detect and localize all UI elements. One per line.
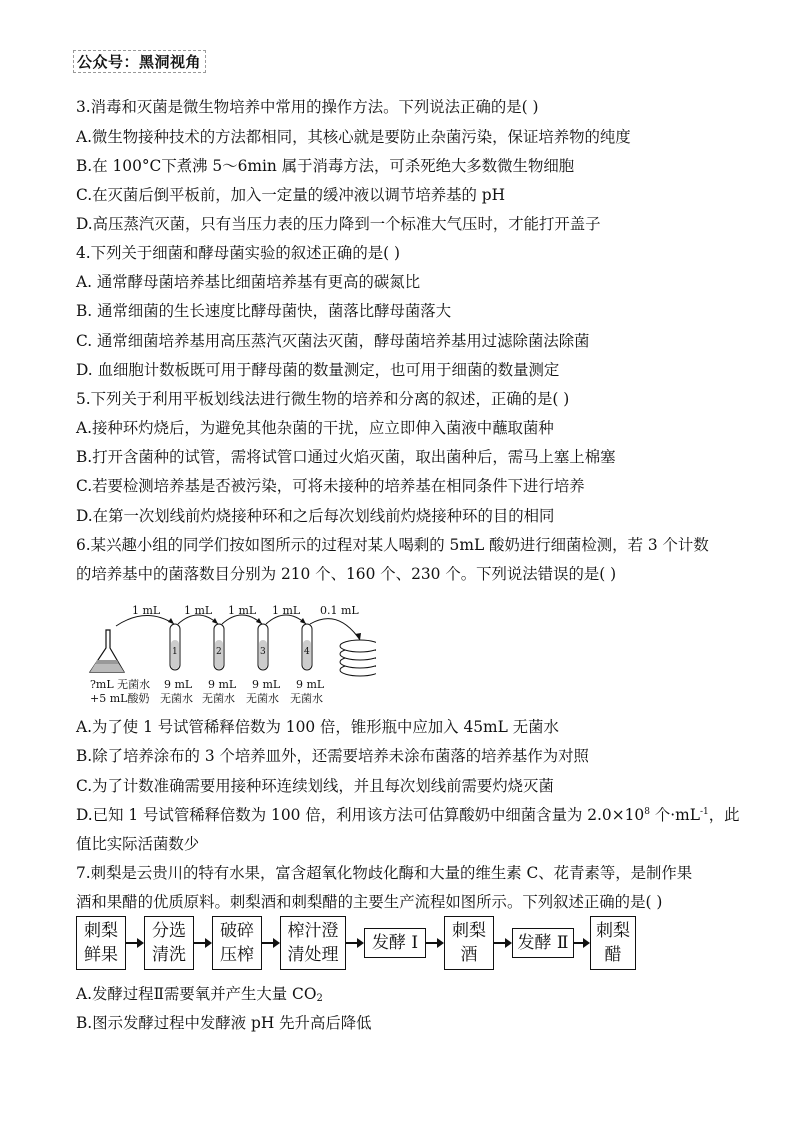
- q4-option-c: C. 通常细菌培养基用高压蒸汽灭菌法灭菌，酵母菌培养基用过滤除菌法除菌: [76, 332, 590, 350]
- q3-option-c: C.在灭菌后倒平板前，加入一定量的缓冲液以调节培养基的 pH: [76, 186, 506, 204]
- tube-number-1: 1: [172, 647, 178, 657]
- test-tube-1: [170, 624, 180, 670]
- flow-arrow-1: [126, 942, 142, 944]
- q7-option-b: B.图示发酵过程中发酵液 pH 先升高后降低: [76, 1014, 372, 1032]
- q6-option-a: A.为了使 1 号试管稀释倍数为 100 倍，锥形瓶中应加入 45mL 无菌水: [76, 718, 559, 736]
- q6-option-d-text: D.已知 1 号试管稀释倍数为 100 倍，利用该方法可估算酸奶中细菌含量为 2.0×10: [76, 806, 645, 824]
- q6-option-d-tail: ，此: [708, 806, 740, 824]
- q7-option-a: [76, 983, 323, 1005]
- flow-step-fresh-fruit: 刺梨 鲜果: [76, 916, 126, 970]
- q6-option-b: B.除了培养涂布的 3 个培养皿外，还需要培养未涂布菌落的培养基作为对照: [76, 747, 589, 765]
- tube1-label-line1: 9 mL: [164, 678, 193, 691]
- flask-label-line1: ?mL 无菌水: [90, 678, 151, 691]
- q6-stem-line2: 的培养基中的菌落数目分别为 210 个、160 个、230 个。下列说法错误的是( ): [76, 565, 617, 583]
- flow-arrow-5: [426, 942, 442, 944]
- q4-option-b: B. 通常细菌的生长速度比酵母菌快，菌落比酵母菌落大: [76, 302, 452, 320]
- q6-option-d: [76, 804, 740, 826]
- flow-step-fermentation-1: 发酵 Ⅰ: [364, 928, 426, 958]
- watermark-tag: 公众号：黑洞视角: [73, 50, 206, 73]
- q6-option-d-unit-exponent: -1: [699, 807, 709, 817]
- flow-step-fermentation-2: 发酵 Ⅱ: [512, 928, 574, 958]
- flow-arrow-3: [262, 942, 278, 944]
- q5-option-b: B.打开含菌种的试管，需将试管口通过火焰灭菌，取出菌种后，需马上塞上棉塞: [76, 448, 616, 466]
- tube4-label-line2: 无菌水: [290, 692, 323, 705]
- test-tube-3: [258, 624, 268, 670]
- tube4-label-line1: 9 mL: [296, 678, 325, 691]
- q4-option-d: D. 血细胞计数板既可用于酵母菌的数量测定，也可用于细菌的数量测定: [76, 361, 560, 379]
- tube-number-3: 3: [260, 647, 266, 657]
- transfer-label-5: 0.1 mL: [320, 604, 359, 617]
- q4-stem: 4.下列关于细菌和酵母菌实验的叙述正确的是( ): [76, 244, 401, 262]
- q5-option-c: C.若要检测培养基是否被污染，可将未接种的培养基在相同条件下进行培养: [76, 477, 585, 495]
- transfer-arrow-1: [116, 615, 174, 626]
- q3-option-a: A.微生物接种技术的方法都相同，其核心就是要防止杂菌污染，保证培养物的纯度: [76, 128, 631, 146]
- q5-stem: 5.下列关于利用平板划线法进行微生物的培养和分离的叙述，正确的是( ): [76, 390, 570, 408]
- transfer-label-1: 1 mL: [132, 604, 161, 617]
- flask-label-line2: +5 mL酸奶: [90, 692, 150, 705]
- q4-option-a: A. 通常酵母菌培养基比细菌培养基有更高的碳氮比: [76, 273, 421, 291]
- flow-step-clarify: 榨汁澄 清处理: [280, 916, 346, 970]
- tube3-label-line1: 9 mL: [252, 678, 281, 691]
- tube-number-2: 2: [216, 647, 222, 657]
- q5-option-a: A.接种环灼烧后，为避免其他杂菌的干扰，应立即伸入菌液中蘸取菌种: [76, 419, 554, 437]
- flow-arrow-4: [346, 942, 362, 944]
- tube-number-4: 4: [304, 647, 310, 657]
- flow-step-crush-press: 破碎 压榨: [212, 916, 262, 970]
- flow-step-wine: 刺梨 酒: [444, 916, 494, 970]
- q7-option-a-subscript: 2: [316, 993, 323, 1004]
- transfer-label-4: 1 mL: [272, 604, 301, 617]
- tube2-label-line1: 9 mL: [208, 678, 237, 691]
- flow-step-vinegar: 刺梨 醋: [590, 916, 636, 970]
- q3-option-d: D.高压蒸汽灭菌，只有当压力表的压力降到一个标准大气压时，才能打开盖子: [76, 215, 601, 233]
- production-flowchart: [76, 916, 636, 974]
- transfer-label-2: 1 mL: [184, 604, 213, 617]
- dilution-diagram: [76, 600, 376, 710]
- q6-option-c: C.为了计数准确需要用接种环连续划线，并且每次划线前需要灼烧灭菌: [76, 777, 554, 795]
- tube1-label-line2: 无菌水: [160, 692, 193, 705]
- transfer-arrow-5: [310, 619, 360, 640]
- q6-option-d-exponent: 8: [644, 807, 650, 817]
- q3-stem: 3.消毒和灭菌是微生物培养中常用的操作方法。下列说法正确的是( ): [76, 98, 539, 116]
- q7-option-a-text: A.发酵过程Ⅱ需要氧并产生大量 CO: [76, 985, 317, 1003]
- q7-stem-line1: 7.刺梨是云贵川的特有水果，富含超氧化物歧化酶和大量的维生素 C、花青素等，是制作果: [76, 864, 693, 882]
- q6-option-d-line2: 值比实际活菌数少: [76, 835, 200, 853]
- flow-arrow-2: [194, 942, 210, 944]
- q7-stem-line2: 酒和果醋的优质原料。刺梨酒和刺梨醋的主要生产流程如图所示。下列叙述正确的是( ): [76, 893, 663, 911]
- tube2-label-line2: 无菌水: [202, 692, 235, 705]
- test-tube-4: [302, 624, 312, 670]
- q6-option-d-unit: 个·mL: [649, 806, 700, 824]
- transfer-label-3: 1 mL: [228, 604, 257, 617]
- flow-arrow-6: [494, 942, 510, 944]
- flow-step-sort-wash: 分选 清洗: [144, 916, 194, 970]
- flow-arrow-7: [574, 942, 588, 944]
- test-tube-2: [214, 624, 224, 670]
- tube3-label-line2: 无菌水: [246, 692, 279, 705]
- q3-option-b: B.在 100°C下煮沸 5～6min 属于消毒方法，可杀死绝大多数微生物细胞: [76, 157, 575, 175]
- q6-stem-line1: 6.某兴趣小组的同学们按如图所示的过程对某人喝剩的 5mL 酸奶进行细菌检测，若 3 个计数: [76, 536, 709, 554]
- petri-dishes: [340, 640, 376, 676]
- q5-option-d: D.在第一次划线前灼烧接种环和之后每次划线前灼烧接种环的目的相同: [76, 507, 555, 525]
